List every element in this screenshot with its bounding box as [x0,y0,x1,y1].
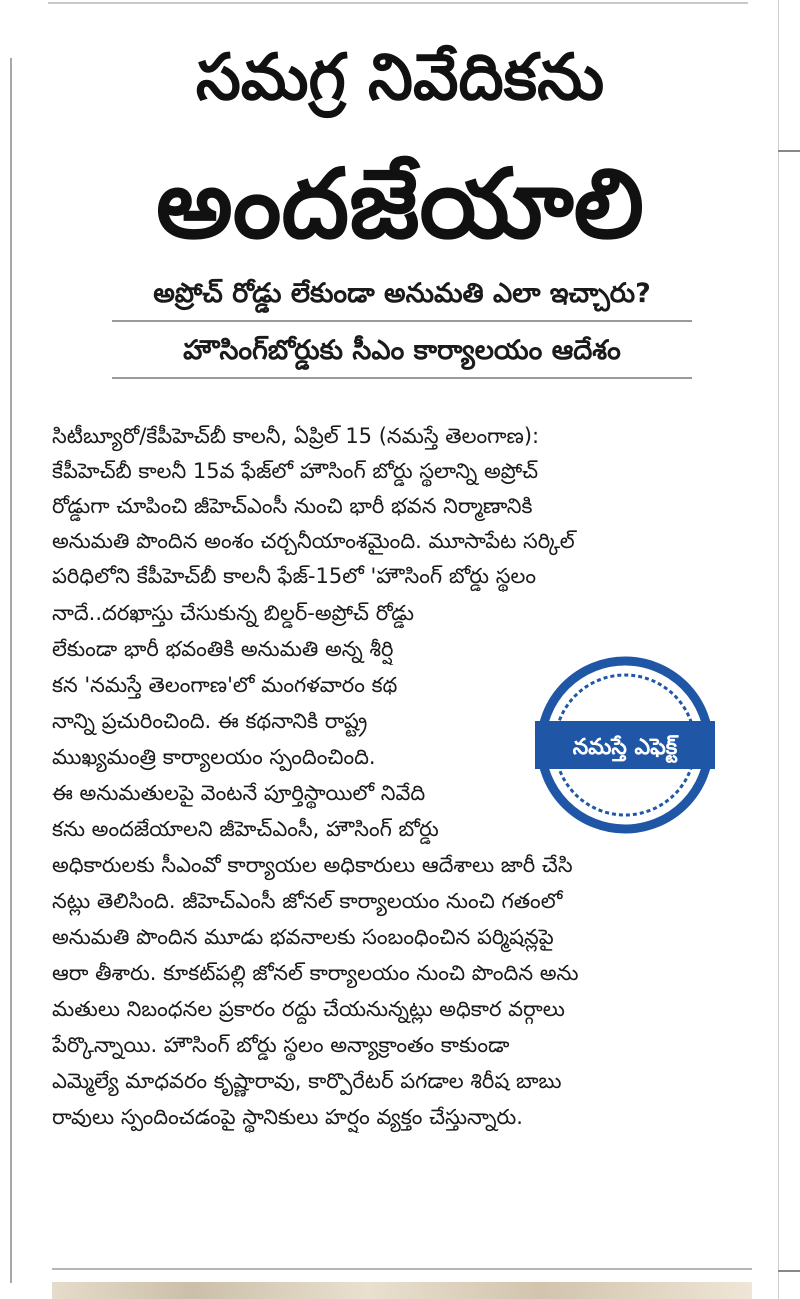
body-line: కను అందజేయాలని జీహెచ్‌ఎంసీ, హౌసింగ్ బోర్డు [52,817,439,841]
left-column-rule [10,58,12,1283]
body-line: సిటీబ్యూరో/కేపీహెచ్‌బీ కాలనీ, ఏప్రిల్ 15 (నమస్తే తెలంగాణ): [52,424,540,448]
body-line: కేపీహెచ్‌బీ కాలనీ 15వ ఫేజ్‌లో హౌసింగ్ బోర్డు స్థలాన్ని అప్రోచ్ [52,459,539,483]
subheading-rule [112,377,692,379]
body-line: పరిధిలోని కేపీహెచ్‌బీ కాలనీ ఫేజ్-15లో 'హౌసింగ్ బోర్డు స్థలం [52,564,537,588]
body-line: అనుమతి పొందిన అంశం చర్చనీయాంశమైంది. మూసాపేట సర్కిల్ [52,529,575,553]
stamp-label: నమస్తే ఎఫెక్ట్ [572,735,678,760]
headline-line-1: సమగ్ర నివేదికను [195,41,605,115]
right-column-tick [778,1270,800,1272]
body-line: ఈ అనుమతులపై వెంటనే పూర్తిస్థాయిలో నివేది [52,781,426,805]
bottom-image-strip [52,1282,752,1299]
body-line: ఆరా తీశారు. కూకట్‌పల్లి జోనల్ కార్యాలయం నుంచి పొందిన అను [52,961,579,985]
body-line: అధికారులకు సీఎంవో కార్యాయల అధికారులు ఆదేశాలు జారీ చేసి [52,853,573,877]
body-line: అనుమతి పొందిన మూడు భవనాలకు సంబంధించిన పర్మిషన్లపై [52,925,554,949]
headline-line-2: అందజేయాలి [155,148,645,260]
body-line: ముఖ్యమంత్రి కార్యాలయం స్పందించింది. [52,745,376,769]
right-column-tick [778,150,800,152]
body-line: నాన్ని ప్రచురించింది. ఈ కథనానికి రాష్ట్ర [52,709,368,733]
subheading-rule [112,320,692,322]
body-line: పేర్కొన్నాయి. హౌసింగ్ బోర్డు స్థలం అన్యాక్రాంతం కాకుండా [52,1033,510,1057]
body-line: మతులు నిబంధనల ప్రకారం రద్దు చేయనున్నట్లు అధికార వర్గాలు [52,997,565,1021]
body-line: నట్లు తెలిసింది. జీహెచ్‌ఎంసీ జోనల్ కార్యాలయం నుంచి గతంలో [52,889,563,913]
body-line: లేకుండా భారీ భవంతికి అనుమతి అన్న శీర్షి [52,637,394,661]
body-line: రోడ్డుగా చూపించి జీహెచ్‌ఎంసీ నుంచి భారీ భవన నిర్మాణానికి [52,494,533,518]
right-column-rule [778,0,779,1299]
body-line: రావులు స్పందించడంపై స్థానికులు హర్షం వ్యక్తం చేస్తున్నారు. [52,1105,523,1129]
top-frame-rule [48,2,748,4]
subheading-2: హౌసింగ్‌బోర్డుకు సీఎం కార్యాలయం ఆదేశం [183,335,621,366]
body-line: ఎమ్మెల్యే మాధవరం కృష్ణారావు, కార్పొరేటర్ పగడాల శిరీష బాబు [52,1069,562,1093]
body-line: నాదే..దరఖాస్తు చేసుకున్న బిల్డర్-అప్రోచ్ రోడ్డు [52,601,415,625]
body-line: కన 'నమస్తే తెలంగాణ'లో మంగళవారం కథ [52,673,398,697]
subheading-1: అప్రోచ్ రోడ్డు లేకుండా అనుమతి ఎలా ఇచ్చారు? [153,278,651,309]
namaste-effect-stamp [535,655,715,835]
bottom-rule [52,1268,752,1270]
